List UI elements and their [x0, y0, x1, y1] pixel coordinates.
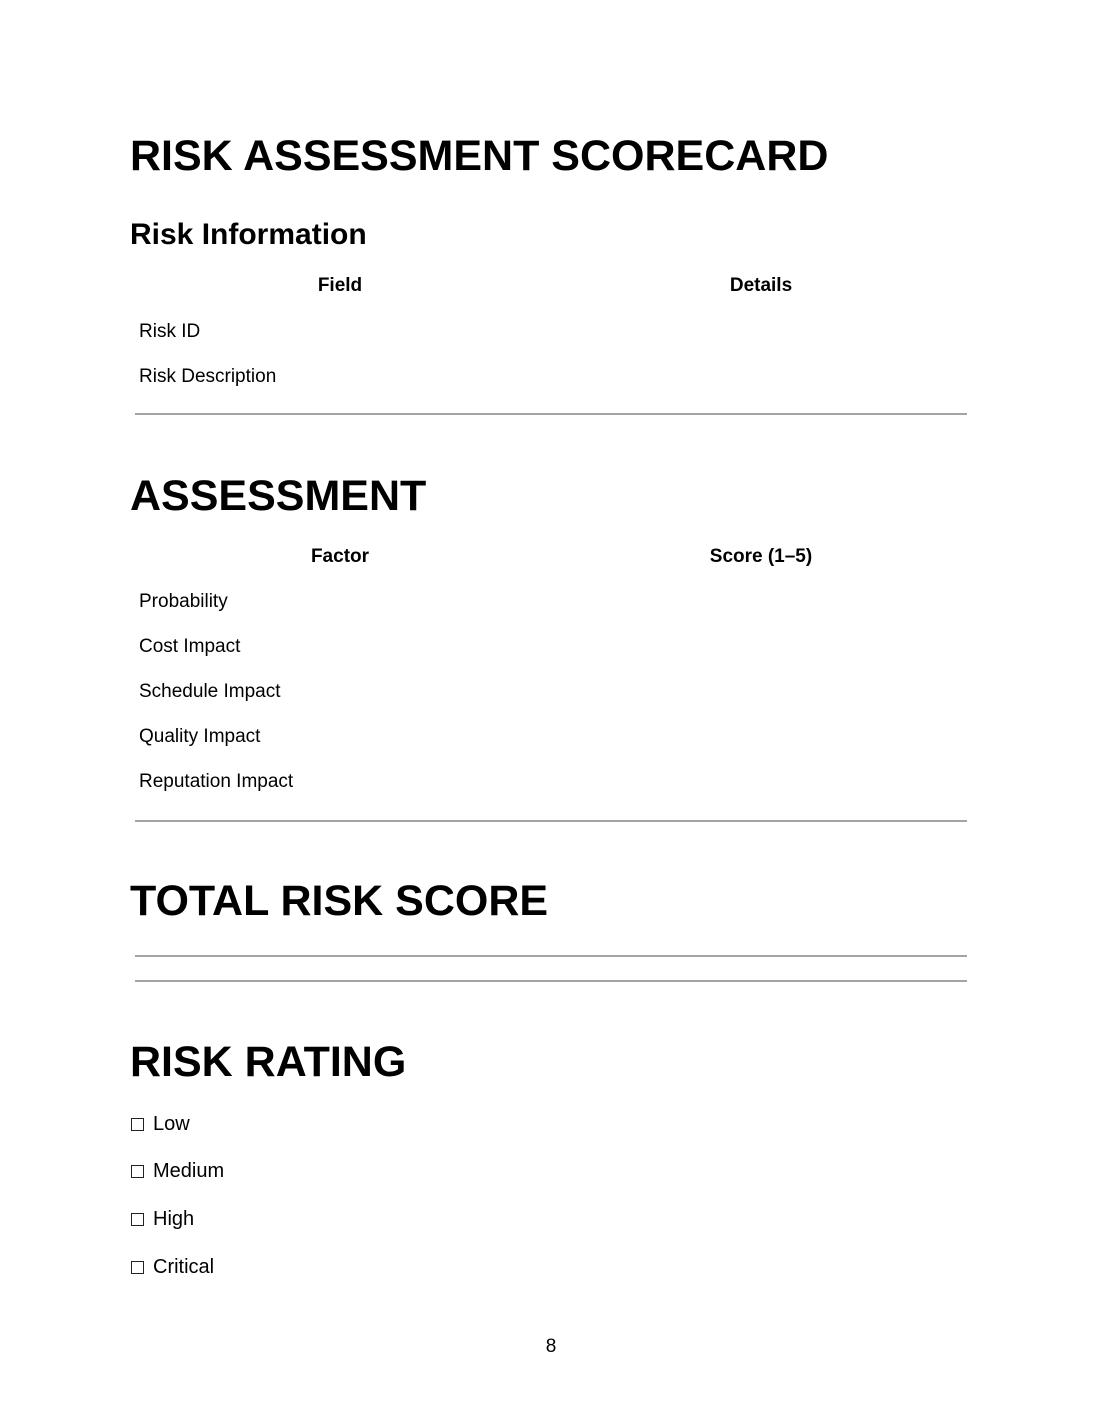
checkbox-icon[interactable]	[131, 1261, 144, 1274]
rating-option-label: High	[153, 1208, 195, 1230]
row-label-quality-impact: Quality Impact	[139, 726, 261, 747]
rating-option-label: Medium	[153, 1160, 225, 1182]
row-label-probability: Probability	[139, 591, 228, 612]
checkbox-icon[interactable]	[131, 1118, 144, 1131]
row-label-schedule-impact: Schedule Impact	[139, 681, 281, 702]
checkbox-icon[interactable]	[131, 1213, 144, 1226]
table-header-score: Score (1–5)	[709, 546, 813, 567]
score-line	[135, 955, 967, 957]
row-label-risk-description: Risk Description	[139, 366, 277, 387]
section-divider	[135, 980, 967, 982]
rating-option-label: Low	[153, 1113, 190, 1135]
table-header-details: Details	[729, 275, 793, 296]
rating-option-critical[interactable]	[131, 1257, 214, 1277]
rating-option-medium[interactable]	[131, 1161, 224, 1181]
assessment-heading: ASSESSMENT	[130, 472, 427, 520]
row-label-reputation-impact: Reputation Impact	[139, 771, 294, 792]
row-label-risk-id: Risk ID	[139, 321, 201, 342]
risk-information-heading: Risk Information	[130, 218, 367, 251]
risk-rating-heading: RISK RATING	[130, 1038, 407, 1086]
page-title: RISK ASSESSMENT SCORECARD	[130, 132, 829, 180]
section-divider	[135, 413, 967, 415]
rating-option-high[interactable]	[131, 1209, 194, 1229]
table-header-field: Field	[317, 275, 363, 296]
page-number: 8	[545, 1336, 557, 1357]
rating-option-low[interactable]	[131, 1114, 190, 1134]
section-divider	[135, 820, 967, 822]
total-risk-score-heading: TOTAL RISK SCORE	[130, 877, 549, 925]
table-header-factor: Factor	[310, 546, 370, 567]
row-label-cost-impact: Cost Impact	[139, 636, 241, 657]
checkbox-icon[interactable]	[131, 1165, 144, 1178]
rating-option-label: Critical	[153, 1256, 215, 1278]
